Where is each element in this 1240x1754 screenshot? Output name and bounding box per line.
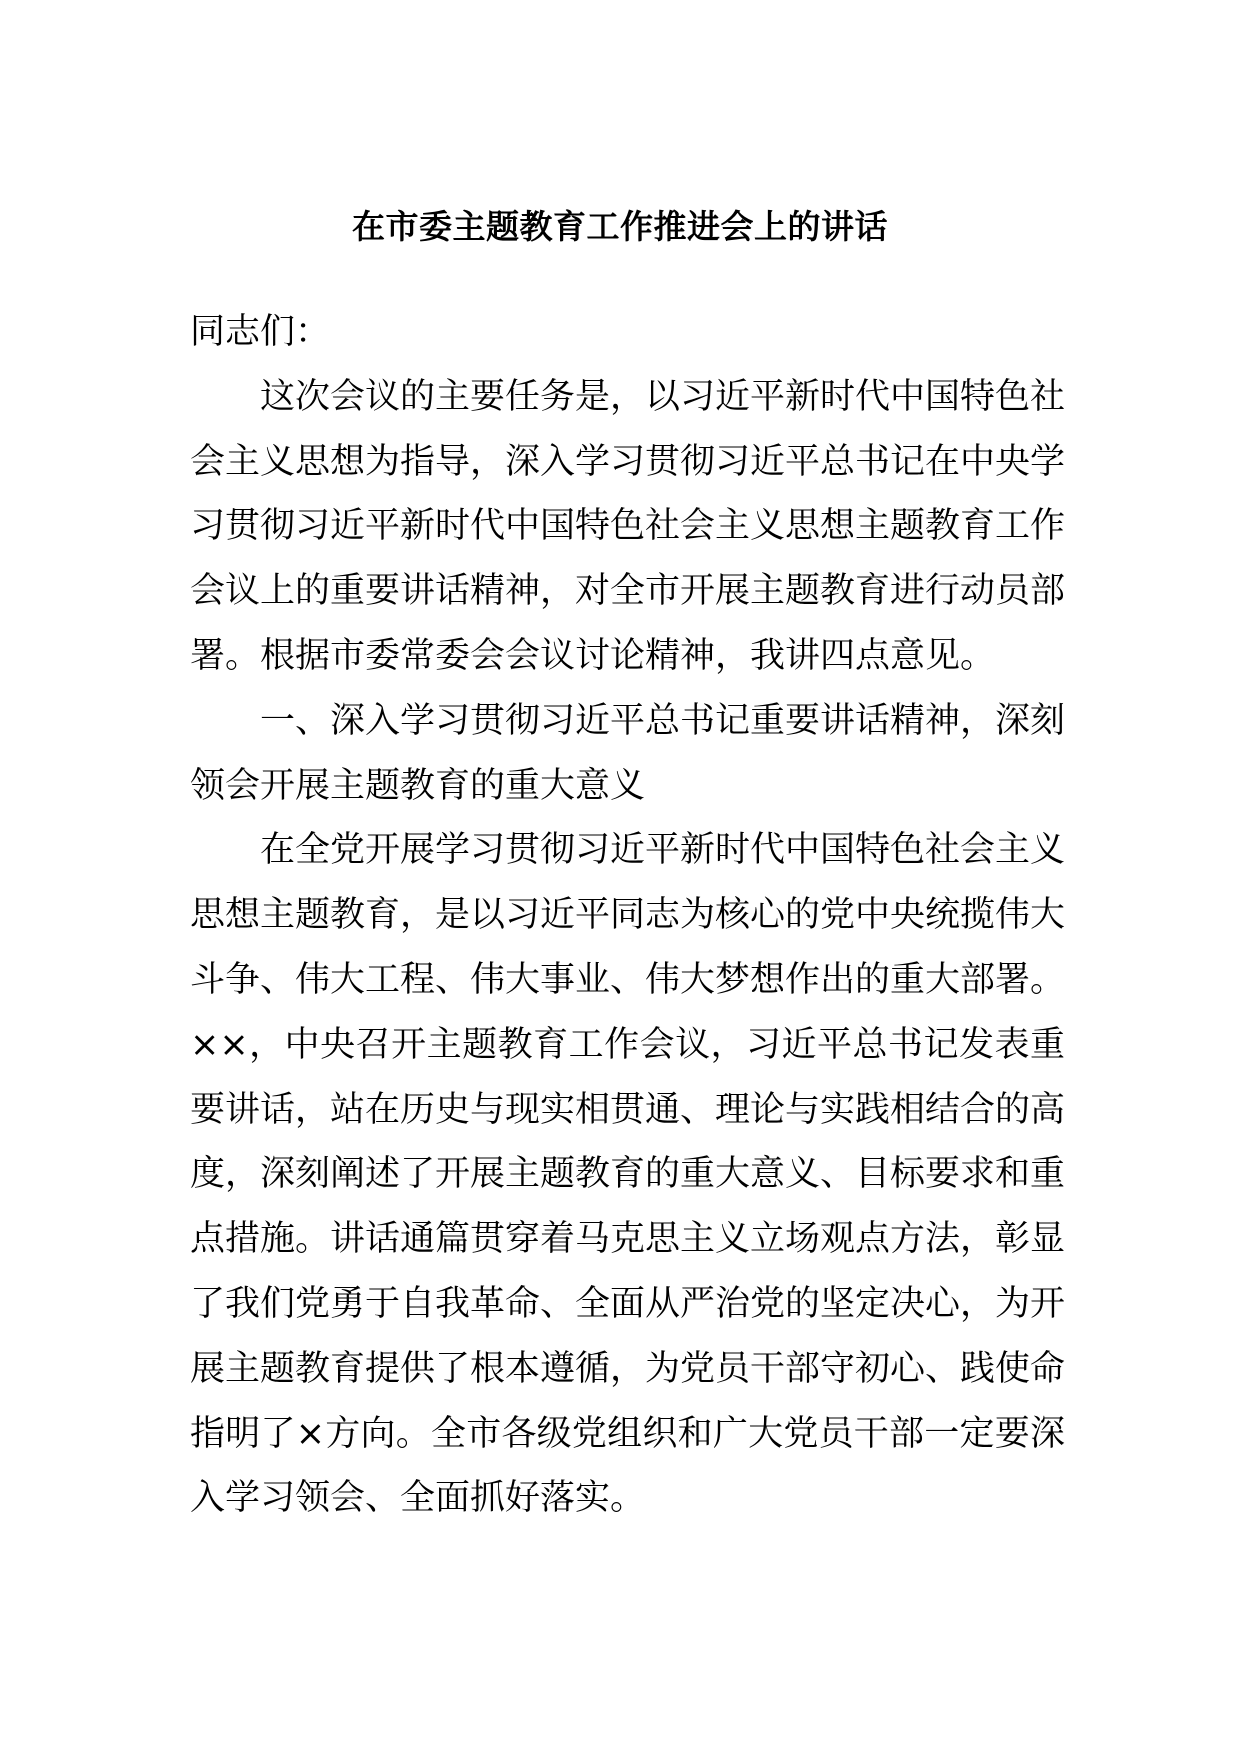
salutation: 同志们： <box>190 312 331 352</box>
paragraph-intro: 这次会议的主要任务是，以习近平新时代中国特色社会主义思想为指导，深入学习贯彻习近平总书记在中央学习贯彻习近平新时代中国特色社会主义思想主题教育工作会议上的重要讲话精神，对全市开展主题教育进行动员部署。根据市委常委会会议讨论精神，我讲四点意见。 <box>190 376 1066 676</box>
document-body <box>190 300 1065 1531</box>
paragraph-section-1: 在全党开展学习贯彻习近平新时代中国特色社会主义思想主题教育，是以习近平同志为核心的党中央统揽伟大斗争、伟大工程、伟大事业、伟大梦想作出的重大部署。××，中央召开主题教育工作会议，习近平总书记发表重要讲话，站在历史与现实相贯通、理论与实践相结合的高度，深刻阐述了开展主题教育的重大意义、目标要求和重点措施。讲话通篇贯穿着马克思主义立场观点方法，彰显了我们党勇于自我革命、全面从严治党的坚定决心，为开展主题教育提供了根本遵循，为党员干部守初心、践使命指明了×方向。全市各级党组织和广大党员干部一定要深入学习领会、全面抓好落实。 <box>190 830 1066 1519</box>
section-heading-1: 一、深入学习贯彻习近平总书记重要讲话精神，深刻领会开展主题教育的重大意义 <box>190 700 1066 806</box>
document-title: 在市委主题教育工作推进会上的讲话 <box>352 207 888 246</box>
